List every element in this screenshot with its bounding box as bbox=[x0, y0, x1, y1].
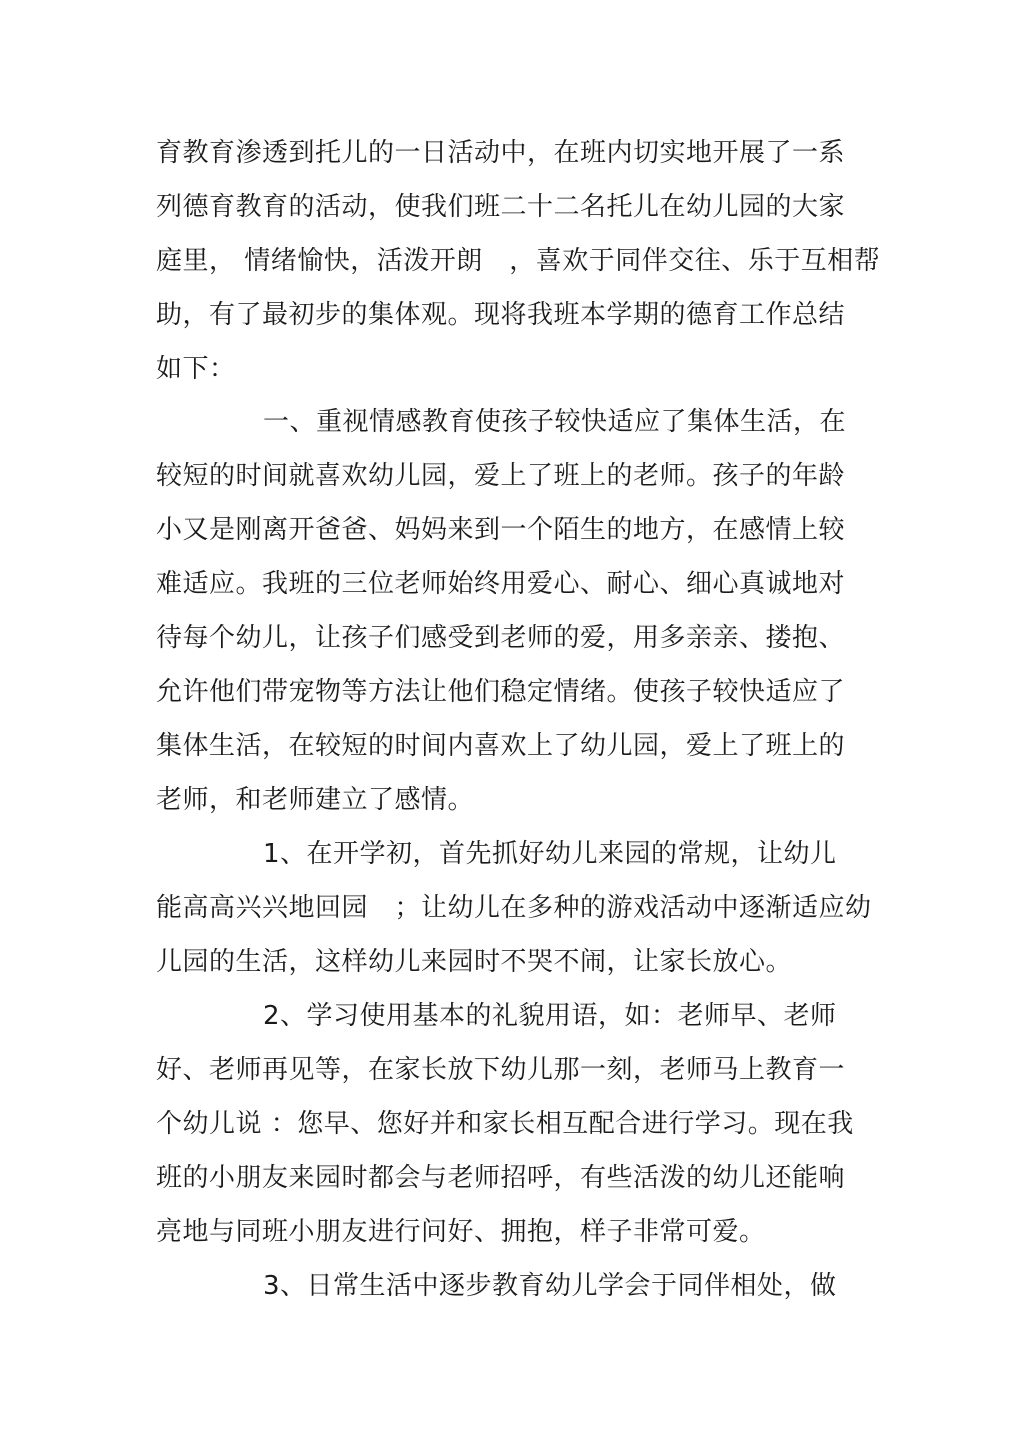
text-line-9: 难适应。我班的三位老师始终用爱心、耐心、细心真诚地对 bbox=[156, 569, 846, 599]
text-line-21: 亮地与同班小朋友进行问好、拥抱，样子非常可爱。 bbox=[156, 1217, 766, 1247]
text-line-19: 个幼儿说 ：您早、您好并和家长相互配合进行学习。现在我 bbox=[156, 1109, 854, 1139]
item-2-start: 2、学习使用基本的礼貌用语，如：老师早、老师 bbox=[263, 1001, 837, 1031]
text-line-3: 庭里， 情绪愉快，活泼开朗 ，喜欢于同伴交往、乐于互相帮 bbox=[156, 246, 881, 276]
text-line-11: 允许他们带宠物等方法让他们稳定情绪。使孩子较快适应了 bbox=[156, 677, 846, 707]
text-line-10: 待每个幼儿，让孩子们感受到老师的爱，用多亲亲、搂抱、 bbox=[156, 623, 846, 653]
text-line-13: 老师，和老师建立了感情。 bbox=[156, 785, 475, 815]
text-line-8: 小又是刚离开爸爸、妈妈来到一个陌生的地方，在感情上较 bbox=[156, 515, 846, 545]
text-line-15: 能高高兴兴地回园 ；让幼儿在多种的游戏活动中逐渐适应幼 bbox=[156, 893, 872, 923]
section-heading-1: 一、重视情感教育使孩子较快适应了集体生活，在 bbox=[263, 407, 847, 437]
item-3-start: 3、日常生活中逐步教育幼儿学会于同伴相处，做 bbox=[263, 1271, 837, 1301]
text-line-20: 班的小朋友来园时都会与老师招呼，有些活泼的幼儿还能响 bbox=[156, 1163, 846, 1193]
text-line-12: 集体生活，在较短的时间内喜欢上了幼儿园，爱上了班上的 bbox=[156, 731, 846, 761]
text-line-7: 较短的时间就喜欢幼儿园，爱上了班上的老师。孩子的年龄 bbox=[156, 461, 846, 491]
text-line-5: 如下： bbox=[156, 354, 236, 384]
text-line-4: 助，有了最初步的集体观。现将我班本学期的德育工作总结 bbox=[156, 300, 846, 330]
text-line-2: 列德育教育的活动，使我们班二十二名托儿在幼儿园的大家 bbox=[156, 192, 846, 222]
text-line-16: 儿园的生活，这样幼儿来园时不哭不闹，让家长放心。 bbox=[156, 947, 793, 977]
text-line-18: 好、老师再见等，在家长放下幼儿那一刻，老师马上教育一 bbox=[156, 1055, 846, 1085]
text-line-1: 育教育渗透到托儿的一日活动中，在班内切实地开展了一系 bbox=[156, 138, 846, 168]
item-1-start: 1、在开学初，首先抓好幼儿来园的常规，让幼儿 bbox=[263, 839, 837, 869]
